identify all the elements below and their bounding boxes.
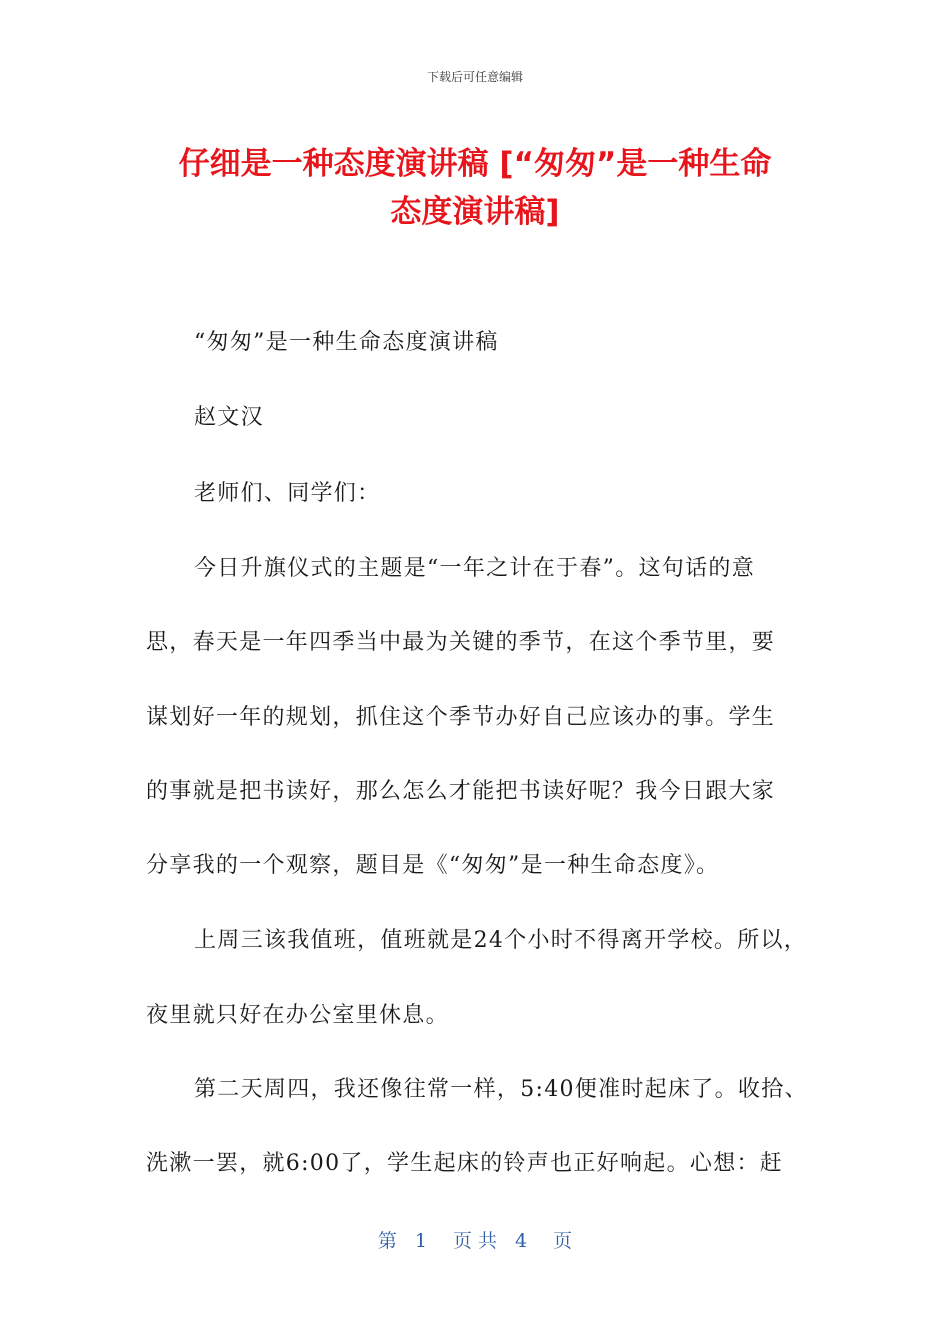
- footer-middle: 页 共: [452, 1230, 498, 1252]
- paragraph-line: 今日升旗仪式的主题是“一年之计在于春”。这句话的意: [194, 556, 755, 581]
- salutation: 老师们、同学们：: [194, 481, 381, 506]
- paragraph-line: 思，春天是一年四季当中最为关键的季节，在这个季节里，要: [146, 630, 776, 655]
- page-footer: [0, 1226, 950, 1253]
- paragraph-line: 夜里就只好在办公室里休息。: [146, 1003, 449, 1028]
- paragraph-line: 第二天周四，我还像往常一样，5:40便准时起床了。收拾、: [194, 1077, 808, 1102]
- footer-total-pages: 4: [515, 1230, 528, 1252]
- paragraph-line: 洗漱一罢，就6:00了，学生起床的铃声也正好响起。心想：赶: [146, 1151, 784, 1176]
- header-note: 下载后可任意编辑: [426, 70, 523, 84]
- footer-page-number: 1: [414, 1230, 427, 1252]
- paragraph-line: 的事就是把书读好，那么怎么才能把书读好呢？我今日跟大家: [146, 779, 776, 804]
- footer-suffix: 页: [553, 1230, 573, 1252]
- paragraph-line: 上周三该我值班，值班就是24个小时不得离开学校。所以，: [194, 928, 808, 953]
- document-title: [130, 140, 820, 236]
- speech-subtitle: “匆匆”是一种生命态度演讲稿: [194, 330, 499, 355]
- author-name: 赵文汉: [194, 405, 264, 430]
- footer-prefix: 第: [377, 1230, 397, 1252]
- title-line-1: 仔细是一种态度演讲稿 [“匆匆”是一种生命: [178, 146, 772, 182]
- title-line-2: 态度演讲稿]: [390, 194, 560, 230]
- paragraph-line: 分享我的一个观察，题目是《“匆匆”是一种生命态度》。: [146, 853, 720, 878]
- paragraph-line: 谋划好一年的规划，抓住这个季节办好自己应该办的事。学生: [146, 705, 776, 730]
